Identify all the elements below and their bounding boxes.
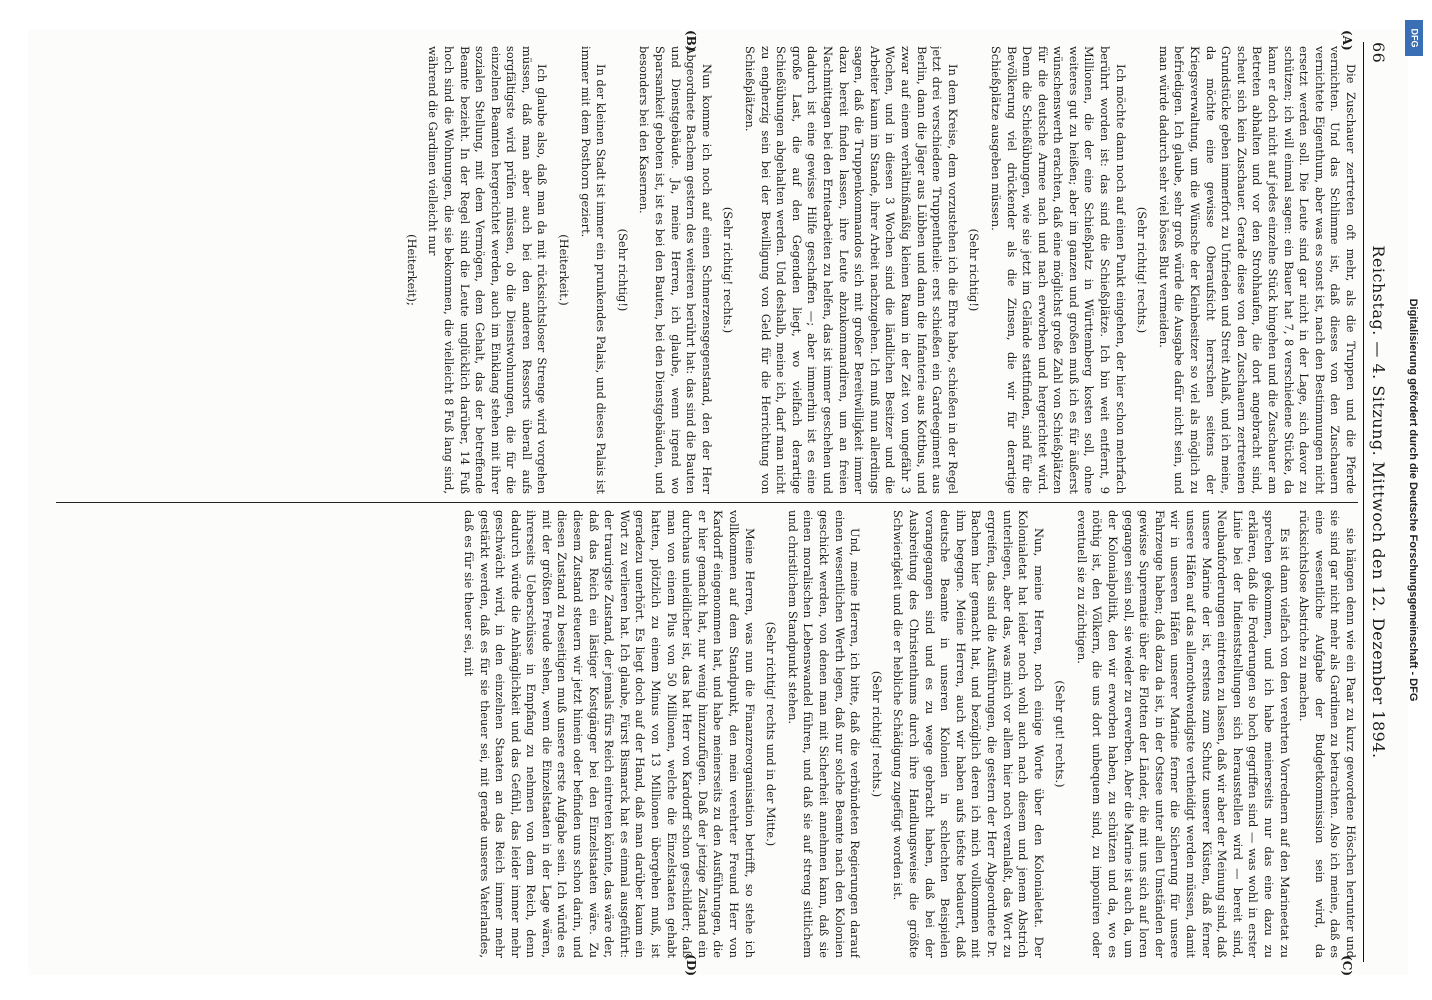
paragraph: Es ist dann vielfach von den verehrten Vorrednern auf den Marineetat zu sprechen gekommen, und ich habe meinerseits nur das eine dazu zu erklären, daß die Forderungen so hoch gegriffen sind — was wohl in erster Linie bei der Indienststellungen sich herausstellen wird — bereit sind, Neubauforderungen eintreten zu lassen, daß wir aber der Meinung sind, daß unsere Marine der ist, erstens zum Schutz unserer Küsten, daß ferner unsere Häfen auf das allernothwendigste vertheidigt werden müssen, damit wir in unseren Häfen unserer Marine ferner die Sicherung für unsere Fahrzeuge haben; daß dazu da ist, in der Ostsee unter allen Umständen der gewisse Suprematie über die Flotten der Länder, die mit uns sich auf loren gegangen sein soll, sie wieder zu erwerben. Aber die Marine ist auch da, um der Kolonialpolitik, den wir erworben haben, zu schützen und da, wo es nöthig ist, den Völkern, die uns dort unbequem sind, zu imponiren oder eventuell sie zu züchtigen.	[1074, 510, 1292, 958]
scanned-page	[28, 30, 1408, 975]
paragraph: Meine Herren, was nun die Finanzreorganisation betrifft, so stehe ich vollkommen auf dem Standpunkt, den mein verehrter Freund Herr von Kardorff eingenommen hat, und habe meinerseits zu den Ausführungen, die er hier gemacht hat, nur wenig hinzuzufügen. Daß der jetzige Zustand ein durchaus unleidlicher ist, das hat Herr von Kardorff schon geschildert; daß man von einem Plus von 50 Millionen, welche die Einzelstaaten gehabt hatten, plötzlich zu einem Minus von 13 Millionen übergehen muß, ist geradezu unerhört. Es liegt doch auf der Hand, daß man darüber kaum ein Wort zu verlieren hat. Ich glaube, Fürst Bismarck hat es einmal ausgeführt: der traurigste Zustand, der jemals fürs Reich eintreten könnte, das wäre der, daß das Reich ein lästiger Kostgänger bei den Einzelstaaten wäre. Zu diesem Zustand steuern wir jetzt hinein oder befinden uns schon darin, und diesen Zustand zu beseitigen muß unsere erste Aufgabe sein. Ich würde es mit der größten Freude sehen, wenn die Einzelstaaten in der Lage wären, ihrerseits Ueberschüsse in Empfang zu nehmen von dem Reich, denn dadurch würde die Anhänglichkeit und das Gefühl, das leider immer mehr geschwächt wird, in den einzelnen Staaten an das Reich immer mehr gestärkt werden, daß es für sie theuer sei, mit gerade unseres Vaterlandes, daß es für sie theuer sei, mit	[461, 510, 757, 958]
interjection: (Heiterkeit.)	[557, 234, 572, 306]
interjection: (Sehr richtig!)	[967, 228, 982, 312]
interjection: (Sehr richtig! rechts.)	[721, 206, 736, 334]
interjection: (Sehr richtig! rechts und in der Mitte.)	[764, 621, 779, 847]
margin-mark-d: (D)	[684, 954, 698, 976]
interjection: (Sehr richtig! rechts.)	[1135, 206, 1150, 334]
paragraph: Nun komme ich noch auf einen Schmerzensgegenstand, den der Herr Abgeordnete Bachem gestern des weiteren berührt hat: das sind die Bauten und Dienstgebäude. Ja, meine Herren, ich glaube, wenn irgend wo Sparsamkeit geboten ist, ist es bei den Bauten, bei den Dienstgebäuden, und besonders bei den Kasernen.	[637, 46, 714, 494]
rotated-page-content	[38, 30, 1398, 976]
margin-mark-b: (B)	[684, 30, 698, 52]
interjection: (Sehr gut! rechts.)	[1053, 680, 1068, 788]
interjection: (Heiterkeit);	[404, 234, 419, 306]
dfg-logo: DFG	[1405, 20, 1423, 56]
digitization-credit	[1400, 20, 1426, 980]
interjection: (Sehr richtig!)	[615, 228, 630, 312]
paragraph: In der kleinen Stadt ist immer ein prunkendes Palais, und dieses Palais ist immer mit dem Posthorn geziert.	[578, 46, 609, 494]
column-divider	[56, 502, 1358, 503]
paragraph: Die Zuschauer zertreten oft mehr, als die Truppen und die Pferde vernichten. Und das Schlimme ist, daß dieses von den Zuschauern vernichtete Eigenthum, aber was es sonst ist, nach den Bestimmungen nicht ersetzt werden soll. Die Leute sind gar nicht in der Lage, sich davor zu schützen; ich will einmal sagen: ein Bauer hat 7, 8 verschiedene Stücke, da kann er doch nicht auf jedes einzelne Stück hingehen und die Zuschauer am Betreten abhalten und vor den Strohhaufen, die dort angebracht sind, scheut sich kein Zuschauer. Gerade diese von den Zuschauern zertretenen Grundstücke geben immerfort zu Unfrieden und Streit Anlaß, und ich meine, da möchte eine gewisse Oberaufsicht herrschen seitens der Kriegsverwaltung, um die Wünsche der Kleinbesitzer so viel als möglich zu befriedigen. Ich glaube, sehr groß würde die Ausgabe dafür nicht sein, und man würde dadurch sehr viel böses Blut vermeiden.	[1156, 46, 1358, 494]
interjection: (Sehr richtig! rechts.)	[869, 670, 884, 798]
paragraph: Und, meine Herren, ich bitte, daß die verbündeten Regierungen darauf einen wesentlichen Werth legen, daß nur solche Beamte nach den Kolonien geschickt werden, von denen man mit Sicherheit annehmen kann, daß sie einen moralischen Lebenswandel führen, und daß sie auf streng sittlichem und christlichem Standpunkt stehen.	[785, 510, 863, 958]
paragraph: Nun, meine Herren, noch einige Worte über den Kolonialetat. Der Kolonialetat hat leider noch wohl auch nach diesem und jenem Abstrich unterliegen, aber das, was mich vor allem hier noch veranlaßt, das Wort zu ergreifen, das sind die Ausführungen, die gestern der Herr Abgeordnete Dr. Bachem hier gemacht hat, und bezüglich deren ich mich vollkommen mit ihm begegne. Meine Herren, auch wir haben aufs tiefste bedauert, daß deutsche Beamte in unseren Kolonien in schlechten Beispielen vorangegangen sind und es zu wege gebracht haben, daß bei der Ausbreitung des Christenthums durch ihre Handlungsweise die größte Schwierigkeit und die er hebliche Schädigung zugefügt worden ist.	[891, 510, 1046, 958]
margin-mark-c: (C)	[1340, 955, 1354, 976]
paragraph: In dem Kreise, dem vorzustehen ich die Ehre habe, schießen in der Regel jetzt drei verschiedene Truppentheile: erst schießen ein Gardeegiment aus Berlin, dann die Jäger aus Lübben und dann die Infanterie aus Kottbus, und zwar auf einem verhältnißmäßig kleinen Raum in der Zeit von ungefähr 3 Wochen, und in diesen 3 Wochen sind die ländlichen Besitzer und die Arbeiter kaum im Stande, ihrer Arbeit nachzugehen. Ich muß nun allerdings sagen, daß die Truppenkommandos sich mit großer Bereitwilligkeit immer dazu bereit finden lassen, ihre Leute abzukommandiren, um an freien Nachmittagen bei den Erntearbeiten zu helfen, das ist immer geschehen und dadurch ist eine gewisse Hilfe geschaffen —; aber immerhin ist es eine große Last, die auf den Gegenden liegt, wo vielfach derartige Schießübungen abgehalten werden. Und deshalb, meine ich, darf man nicht zu engherzig sein bei der Bewilligung von Geld für die Herrichtung von Schießplätzen.	[743, 46, 960, 494]
right-text-column	[56, 510, 1358, 958]
page-number: 66	[1369, 42, 1388, 64]
paragraph: Ich glaube also, daß man da mit rücksichtsloser Strenge wird vorgehen müssen, daß man aber auch bei den anderen Ressorts überall aufs sorgfältigste wird prüfen müssen, ob die Dienstwohnungen, die für die einzelnen Beamten hergerichtet werden, auch im Einklang stehen mit ihrer sozialen Stellung, mit dem Vermögen, dem Gehalt, das der betreffende Beamte bezieht. In der Regel sind die Leute unglücklich darüber, 14 Fuß hoch sind die Wohnungen, die sie bekommen, die vielleicht 8 Fuß lang sind, während die Gardinen vielleicht nur	[426, 46, 550, 494]
paragraph: Ich möchte dann noch auf einen Punkt eingehen, der hier schon mehrfach berührt worden ist: das sind die Schießplätze. Ich bin weit entfernt, 9 Millionen, die der eine Schießplatz in Württemberg kosten soll, ohne weiteres gut zu heißen; aber im ganzen und großen muß ich es für äußerst wünschenswerth erachten, daß eine möglichst große Zahl von Schießplätzen für die deutsche Armee nach und nach erworben und hergerichtet wird. Denn die Schießübungen, wie sie jetzt im Gelände stattfinden, sind für die Bevölkerung viel drückender als die Zinsen, die wir für derartige Schießplätze ausgeben müssen.	[988, 46, 1128, 494]
left-text-column	[56, 46, 1358, 494]
credit-text: Digitalisierung gefördert durch die Deutsche Forschungsgemeinschaft - DFG	[1407, 298, 1419, 702]
page-title: Reichstag. — 4. Sitzung. Mittwoch den 12. Dezember 1894.	[1369, 245, 1388, 759]
page-header	[1363, 42, 1390, 962]
paragraph: sie hängen denn wie ein Paar zu kurz gewordene Höschen herunter und sie sind gar nicht mehr als Gardinen zu betrachten. Also ich meine, daß es eine wesentliche Aufgabe der Budgetkommission sein wird, da rücksichtslose Abstriche zu machen.	[1297, 510, 1358, 958]
margin-mark-a: (A)	[1340, 30, 1354, 51]
